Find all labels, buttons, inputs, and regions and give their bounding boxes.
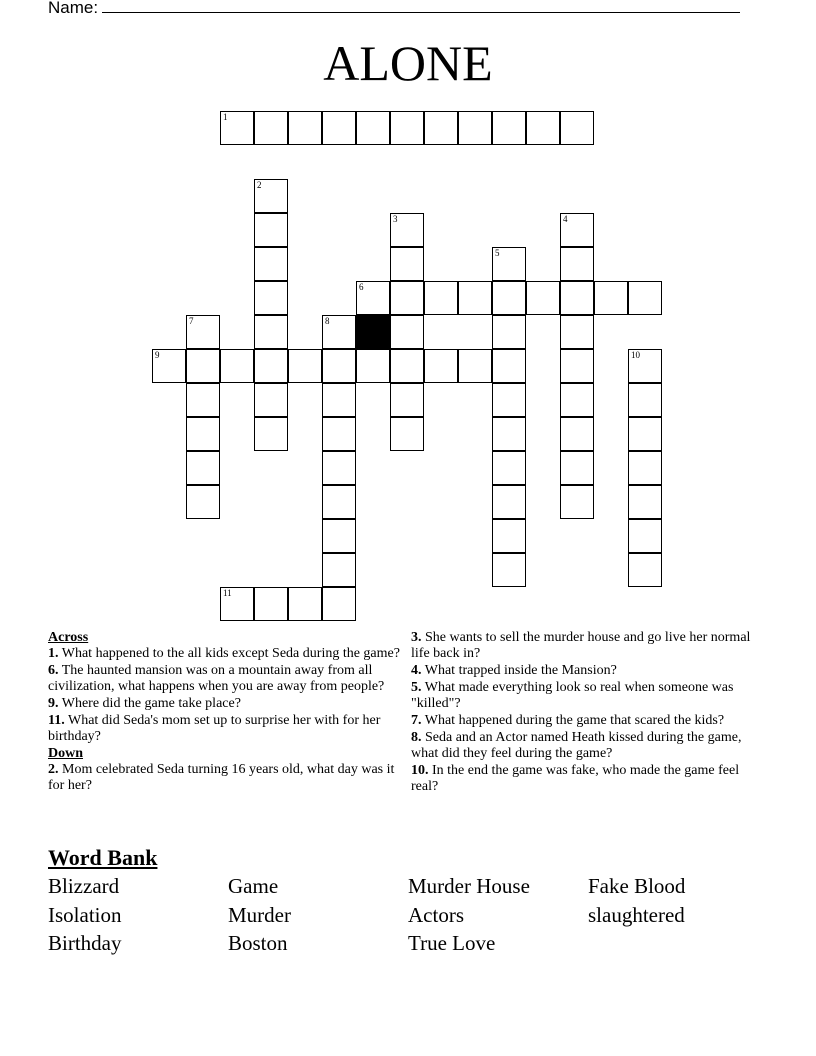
clue-number-label: 10.	[411, 763, 429, 778]
clue-number-label: 4.	[411, 663, 422, 678]
grid-cell[interactable]	[356, 349, 390, 383]
word-bank-item: slaughtered	[588, 903, 685, 927]
clue-number-label: 3.	[411, 630, 422, 645]
clue-item	[48, 663, 400, 695]
grid-cell[interactable]	[526, 281, 560, 315]
word-bank-item: Boston	[228, 931, 288, 955]
across-heading: Across	[48, 630, 89, 645]
grid-cell[interactable]	[288, 587, 322, 621]
grid-cell[interactable]	[390, 349, 424, 383]
word-bank-item: Isolation	[48, 903, 122, 927]
clue-number-label: 5.	[411, 680, 422, 695]
grid-cell[interactable]	[628, 519, 662, 553]
grid-cell[interactable]	[492, 383, 526, 417]
word-bank-item: Fake Blood	[588, 874, 686, 898]
grid-cell[interactable]	[560, 417, 594, 451]
clue-text: What trapped inside the Mansion?	[421, 663, 617, 678]
grid-cell[interactable]	[322, 485, 356, 519]
grid-cell[interactable]	[220, 111, 254, 145]
clue-item	[48, 696, 400, 712]
grid-cell[interactable]	[220, 349, 254, 383]
word-bank-item: Blizzard	[48, 874, 120, 898]
grid-cell[interactable]	[186, 383, 220, 417]
grid-cell[interactable]	[628, 417, 662, 451]
grid-cell[interactable]	[322, 417, 356, 451]
grid-cell[interactable]	[254, 383, 288, 417]
clue-item	[411, 680, 766, 712]
word-bank-item: Game	[228, 874, 279, 898]
grid-cell[interactable]	[220, 587, 254, 621]
grid-cell[interactable]	[322, 383, 356, 417]
clue-number-label: 2.	[48, 762, 59, 777]
clue-number: 3	[393, 214, 398, 224]
clue-text: Where did the game take place?	[58, 696, 241, 711]
clue-number-label: 8.	[411, 730, 422, 745]
down-heading: Down	[48, 746, 84, 761]
grid-cell[interactable]	[254, 587, 288, 621]
clue-number: 7	[189, 316, 194, 326]
grid-cell[interactable]	[322, 587, 356, 621]
clue-item	[411, 713, 766, 729]
grid-cell[interactable]	[560, 213, 594, 247]
clue-text: In the end the game was fake, who made the game feel real?	[411, 763, 740, 794]
grid-cell[interactable]	[390, 417, 424, 451]
grid-cell[interactable]	[492, 553, 526, 587]
grid-cell[interactable]	[560, 383, 594, 417]
word-bank-item: Murder	[228, 903, 291, 927]
grid-cell[interactable]	[560, 349, 594, 383]
clue-number-label: 1.	[48, 646, 59, 661]
grid-cell[interactable]	[390, 213, 424, 247]
grid-cell[interactable]	[152, 349, 186, 383]
clue-item	[411, 630, 766, 662]
grid-cell[interactable]	[254, 247, 288, 281]
clue-text: She wants to sell the murder house and go live her normal life back in?	[411, 630, 751, 661]
word-bank-title: Word Bank	[48, 845, 158, 870]
clue-item	[411, 763, 766, 795]
grid-cell[interactable]	[254, 213, 288, 247]
grid-cell[interactable]	[356, 111, 390, 145]
grid-cell[interactable]	[560, 451, 594, 485]
clue-item	[48, 713, 400, 745]
grid-cell[interactable]	[424, 349, 458, 383]
clue-text: The haunted mansion was on a mountain away from all civilization, what happens when you are away from people?	[48, 663, 385, 694]
grid-cell[interactable]	[254, 315, 288, 349]
grid-cell[interactable]	[628, 281, 662, 315]
grid-cell[interactable]	[628, 451, 662, 485]
grid-cell[interactable]	[458, 349, 492, 383]
clue-text: What happened during the game that scared the kids?	[421, 713, 725, 728]
clue-text: Seda and an Actor named Heath kissed during the game, what did they feel during the game?	[411, 730, 742, 761]
grid-cell[interactable]	[322, 519, 356, 553]
clue-number-label: 7.	[411, 713, 422, 728]
grid-cell[interactable]	[186, 485, 220, 519]
grid-cell[interactable]	[390, 281, 424, 315]
clue-item	[411, 730, 766, 762]
clue-number: 8	[325, 316, 330, 326]
clue-number: 6	[359, 282, 364, 292]
grid-cell[interactable]	[254, 111, 288, 145]
grid-cell[interactable]	[390, 111, 424, 145]
clue-number: 9	[155, 350, 160, 360]
clue-text: What happened to the all kids except Seda during the game?	[58, 646, 400, 661]
grid-cell[interactable]	[492, 247, 526, 281]
clue-number: 1	[223, 112, 228, 122]
grid-cell[interactable]	[186, 315, 220, 349]
grid-cell[interactable]	[560, 315, 594, 349]
grid-cell[interactable]	[492, 315, 526, 349]
grid-cell[interactable]	[492, 349, 526, 383]
grid-cell[interactable]	[254, 281, 288, 315]
grid-cell[interactable]	[594, 281, 628, 315]
grid-cell[interactable]	[288, 349, 322, 383]
grid-cell[interactable]	[424, 111, 458, 145]
grid-cell[interactable]	[186, 451, 220, 485]
grid-cell[interactable]	[628, 383, 662, 417]
grid-cell[interactable]	[424, 281, 458, 315]
grid-cell[interactable]	[322, 111, 356, 145]
word-bank-item: True Love	[408, 931, 496, 955]
grid-cell[interactable]	[356, 281, 390, 315]
clue-number: 4	[563, 214, 568, 224]
grid-cell[interactable]	[186, 349, 220, 383]
grid-cell[interactable]	[628, 349, 662, 383]
clue-text: Mom celebrated Seda turning 16 years old, what day was it for her?	[48, 762, 395, 793]
grid-cell[interactable]	[254, 417, 288, 451]
grid-cell[interactable]	[322, 553, 356, 587]
grid-cell[interactable]	[492, 519, 526, 553]
grid-cell[interactable]	[322, 349, 356, 383]
grid-cell[interactable]	[322, 451, 356, 485]
clue-item	[411, 663, 766, 679]
grid-cell[interactable]	[390, 247, 424, 281]
clue-number: 11	[223, 588, 232, 598]
clue-number-label: 9.	[48, 696, 59, 711]
grid-cell[interactable]	[628, 485, 662, 519]
grid-cell[interactable]	[560, 247, 594, 281]
grid-cell[interactable]	[492, 485, 526, 519]
clue-item	[48, 762, 400, 794]
grid-cell[interactable]	[186, 417, 220, 451]
clue-number: 2	[257, 180, 262, 190]
clue-number-label: 11.	[48, 713, 65, 728]
clue-text: What made everything look so real when someone was "killed"?	[411, 680, 734, 711]
grid-cell[interactable]	[492, 417, 526, 451]
grid-cell[interactable]	[458, 281, 492, 315]
grid-cell[interactable]	[560, 111, 594, 145]
black-cell	[356, 315, 390, 349]
clues-left-column	[48, 630, 400, 795]
grid-cell[interactable]	[390, 315, 424, 349]
clue-number: 10	[631, 350, 640, 360]
grid-cell[interactable]	[492, 111, 526, 145]
grid-cell[interactable]	[458, 111, 492, 145]
grid-cell[interactable]	[560, 485, 594, 519]
clue-number-label: 6.	[48, 663, 59, 678]
clue-text: What did Seda's mom set up to surprise her with for her birthday?	[48, 713, 381, 744]
grid-cell[interactable]	[254, 349, 288, 383]
grid-cell[interactable]	[322, 315, 356, 349]
grid-cell[interactable]	[288, 111, 322, 145]
grid-cell[interactable]	[526, 111, 560, 145]
clues-right-column	[411, 630, 766, 796]
clue-number: 5	[495, 248, 500, 258]
grid-cell[interactable]	[560, 281, 594, 315]
grid-cell[interactable]	[390, 383, 424, 417]
grid-cell[interactable]	[492, 281, 526, 315]
word-bank-item: Actors	[408, 903, 464, 927]
puzzle-title: ALONE	[323, 35, 493, 91]
grid-cell[interactable]	[254, 179, 288, 213]
name-label: Name:	[48, 0, 99, 17]
grid-cell[interactable]	[628, 553, 662, 587]
word-bank-item: Murder House	[408, 874, 530, 898]
word-bank-item: Birthday	[48, 931, 122, 955]
grid-cell[interactable]	[492, 451, 526, 485]
clue-item	[48, 646, 400, 662]
